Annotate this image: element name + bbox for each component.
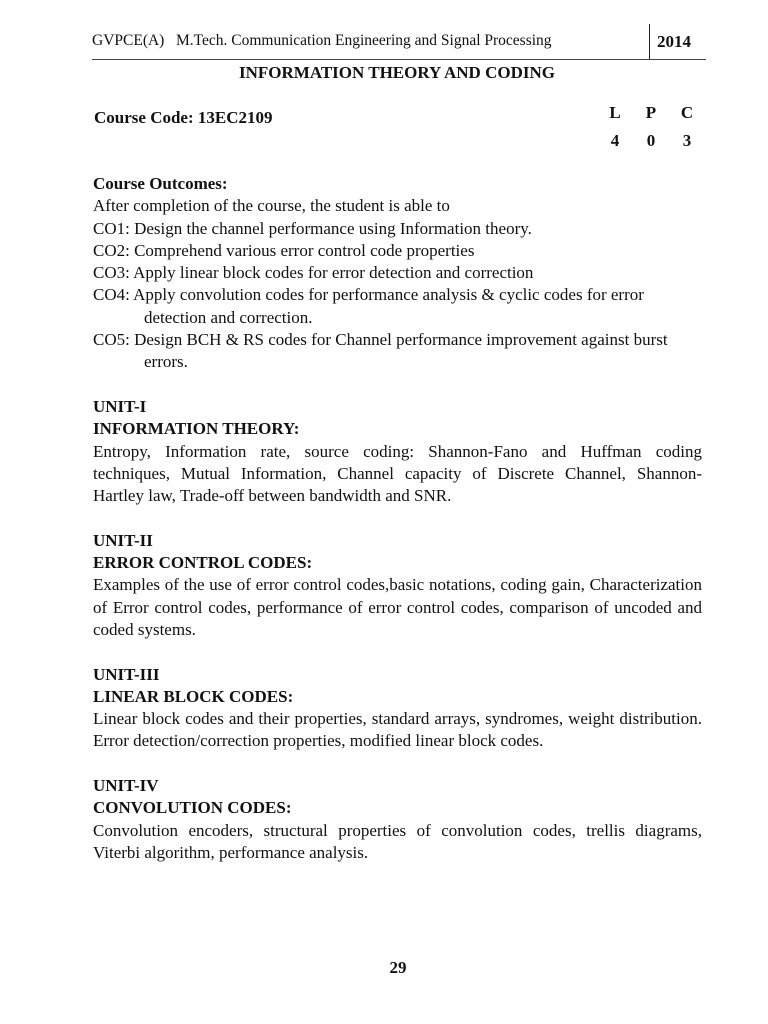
spacer (93, 507, 702, 529)
header-rule (92, 59, 706, 60)
ltp-header-l: L (609, 103, 621, 122)
page-title: INFORMATION THEORY AND CODING (239, 63, 555, 82)
header-institution-program: GVPCE(A) M.Tech. Communication Engineering and Signal Processing (92, 32, 552, 49)
ltp-header-c: C (680, 103, 694, 122)
ltp-table (598, 101, 704, 157)
outcome-item: CO1: Design the channel performance using Information theory. (93, 218, 532, 238)
main-content (93, 173, 702, 864)
unit-body: Entropy, Information rate, source coding: Shannon-Fano and Huffman coding techniques, Mutual Information, Channel capacity of Discrete Channel, Shannon- Hartley law, Trade-off between bandwidth and SNR. (93, 441, 702, 506)
unit-heading: LINEAR BLOCK CODES: (93, 686, 294, 706)
unit-heading: ERROR CONTROL CODES: (93, 553, 313, 573)
outcome-item: CO3: Apply linear block codes for error detection and correction (93, 263, 534, 283)
ltp-value-row (598, 129, 704, 157)
ltp-value-l: 4 (610, 131, 620, 150)
ltp-value-p: 0 (646, 131, 656, 150)
spacer (93, 641, 702, 663)
header-year: 2014 (657, 32, 691, 51)
unit-body: Convolution encoders, structural properties of convolution codes, trellis diagrams, Viterbi algorithm, performance analysis. (93, 820, 702, 862)
ltp-header-row (598, 101, 704, 129)
header-divider (649, 24, 650, 60)
ltp-value-c: 3 (682, 131, 692, 150)
page-number: 29 (389, 958, 407, 977)
unit-label: UNIT-IV (93, 776, 159, 796)
unit-label: UNIT-I (93, 396, 147, 416)
spacer (93, 374, 702, 396)
outcome-item: CO5: Design BCH & RS codes for Channel performance improvement against burst errors. (93, 330, 668, 372)
unit-heading: CONVOLUTION CODES: (93, 798, 292, 818)
outcomes-heading: Course Outcomes: (93, 174, 228, 193)
ltp-header-p: P (645, 103, 657, 122)
spacer (93, 753, 702, 775)
outcome-item: CO2: Comprehend various error control code properties (93, 240, 475, 260)
unit-body: Examples of the use of error control codes,basic notations, coding gain, Characterization of Error control codes, performance of error control codes, comparison of uncoded and coded systems. (93, 575, 702, 639)
course-code: Course Code: 13EC2109 (94, 108, 273, 127)
unit-label: UNIT-II (93, 530, 153, 550)
unit-label: UNIT-III (93, 664, 160, 684)
outcomes-intro: After completion of the course, the student is able to (93, 196, 450, 216)
outcome-item: CO4: Apply convolution codes for performance analysis & cyclic codes for error detection and correction. (93, 285, 644, 327)
unit-body: Linear block codes and their properties, standard arrays, syndromes, weight distribution. Error detection/correction properties, modified linear block codes. (93, 709, 702, 751)
unit-heading: INFORMATION THEORY: (93, 419, 300, 439)
